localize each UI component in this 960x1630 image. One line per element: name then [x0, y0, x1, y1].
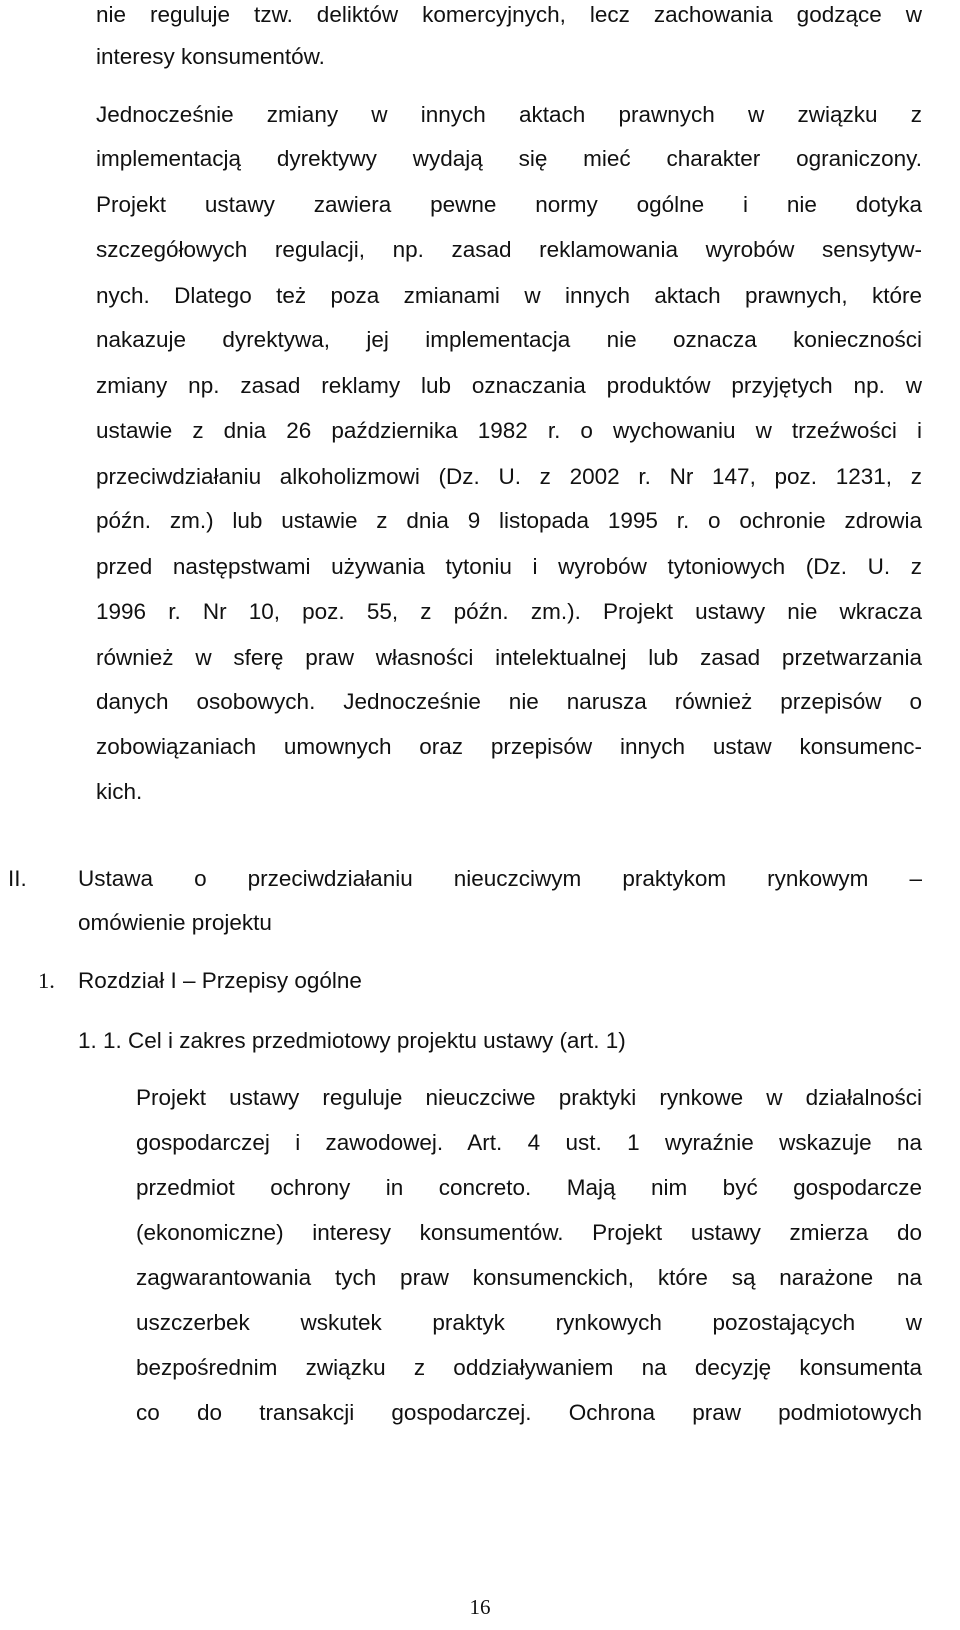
section-number: II. — [8, 866, 27, 891]
text-line: nych. Dlatego też poza zmianami w innych aktach prawnych, które — [96, 283, 922, 308]
text-line: również w sferę praw własności intelektualnej lub zasad przetwarzania — [96, 645, 922, 670]
text-line: gospodarczej i zawodowej. Art. 4 ust. 1 wyraźnie wskazuje na — [136, 1130, 922, 1155]
text-line: bezpośrednim związku z oddziaływaniem na decyzję konsumenta — [136, 1355, 922, 1380]
text-line: uszczerbek wskutek praktyk rynkowych pozostających w — [136, 1310, 922, 1335]
section-title: Ustawa o przeciwdziałaniu nieuczciwym praktykom rynkowym – — [78, 866, 922, 891]
text-line: danych osobowych. Jednocześnie nie narusza również przepisów o — [96, 689, 922, 714]
text-line: (ekonomiczne) interesy konsumentów. Projekt ustawy zmierza do — [136, 1220, 922, 1245]
text-line: zobowiązaniach umownych oraz przepisów innych ustaw konsumenc- — [96, 734, 922, 759]
text-line: przedmiot ochrony in concreto. Mają nim być gospodarcze — [136, 1175, 922, 1200]
chapter-number: 1. — [38, 968, 55, 993]
text-line: interesy konsumentów. — [96, 44, 325, 69]
chapter-title: Rozdział I – Przepisy ogólne — [78, 968, 362, 993]
text-line: Projekt ustawy reguluje nieuczciwe praktyki rynkowe w działalności — [136, 1085, 922, 1110]
text-line: przeciwdziałaniu alkoholizmowi (Dz. U. z 2002 r. Nr 147, poz. 1231, z — [96, 464, 922, 489]
subsection-heading: 1. 1. Cel i zakres przedmiotowy projektu ustawy (art. 1) — [78, 1028, 626, 1053]
text-line: nakazuje dyrektywa, jej implementacja nie oznacza konieczności — [96, 327, 922, 352]
text-line: ustawie z dnia 26 października 1982 r. o wychowaniu w trzeźwości i — [96, 418, 922, 443]
text-line: zmiany np. zasad reklamy lub oznaczania produktów przyjętych np. w — [96, 373, 922, 398]
text-line: przed następstwami używania tytoniu i wyrobów tytoniowych (Dz. U. z — [96, 554, 922, 579]
text-line: co do transakcji gospodarczej. Ochrona praw podmiotowych — [136, 1400, 922, 1425]
text-line: późn. zm.) lub ustawie z dnia 9 listopada 1995 r. o ochronie zdrowia — [96, 508, 922, 533]
page-number: 16 — [469, 1595, 491, 1619]
text-line: Jednocześnie zmiany w innych aktach prawnych w związku z — [96, 102, 922, 127]
text-line: implementacją dyrektywy wydają się mieć charakter ograniczony. — [96, 146, 922, 171]
text-line: Projekt ustawy zawiera pewne normy ogólne i nie dotyka — [96, 192, 922, 217]
text-line: szczegółowych regulacji, np. zasad reklamowania wyrobów sensytyw- — [96, 237, 922, 262]
text-line: kich. — [96, 779, 143, 804]
section-title: omówienie projektu — [78, 910, 272, 935]
text-line: nie reguluje tzw. deliktów komercyjnych, lecz zachowania godzące w — [96, 2, 922, 27]
text-line: 1996 r. Nr 10, poz. 55, z późn. zm.). Projekt ustawy nie wkracza — [96, 599, 922, 624]
text-line: zagwarantowania tych praw konsumenckich, które są narażone na — [136, 1265, 922, 1290]
